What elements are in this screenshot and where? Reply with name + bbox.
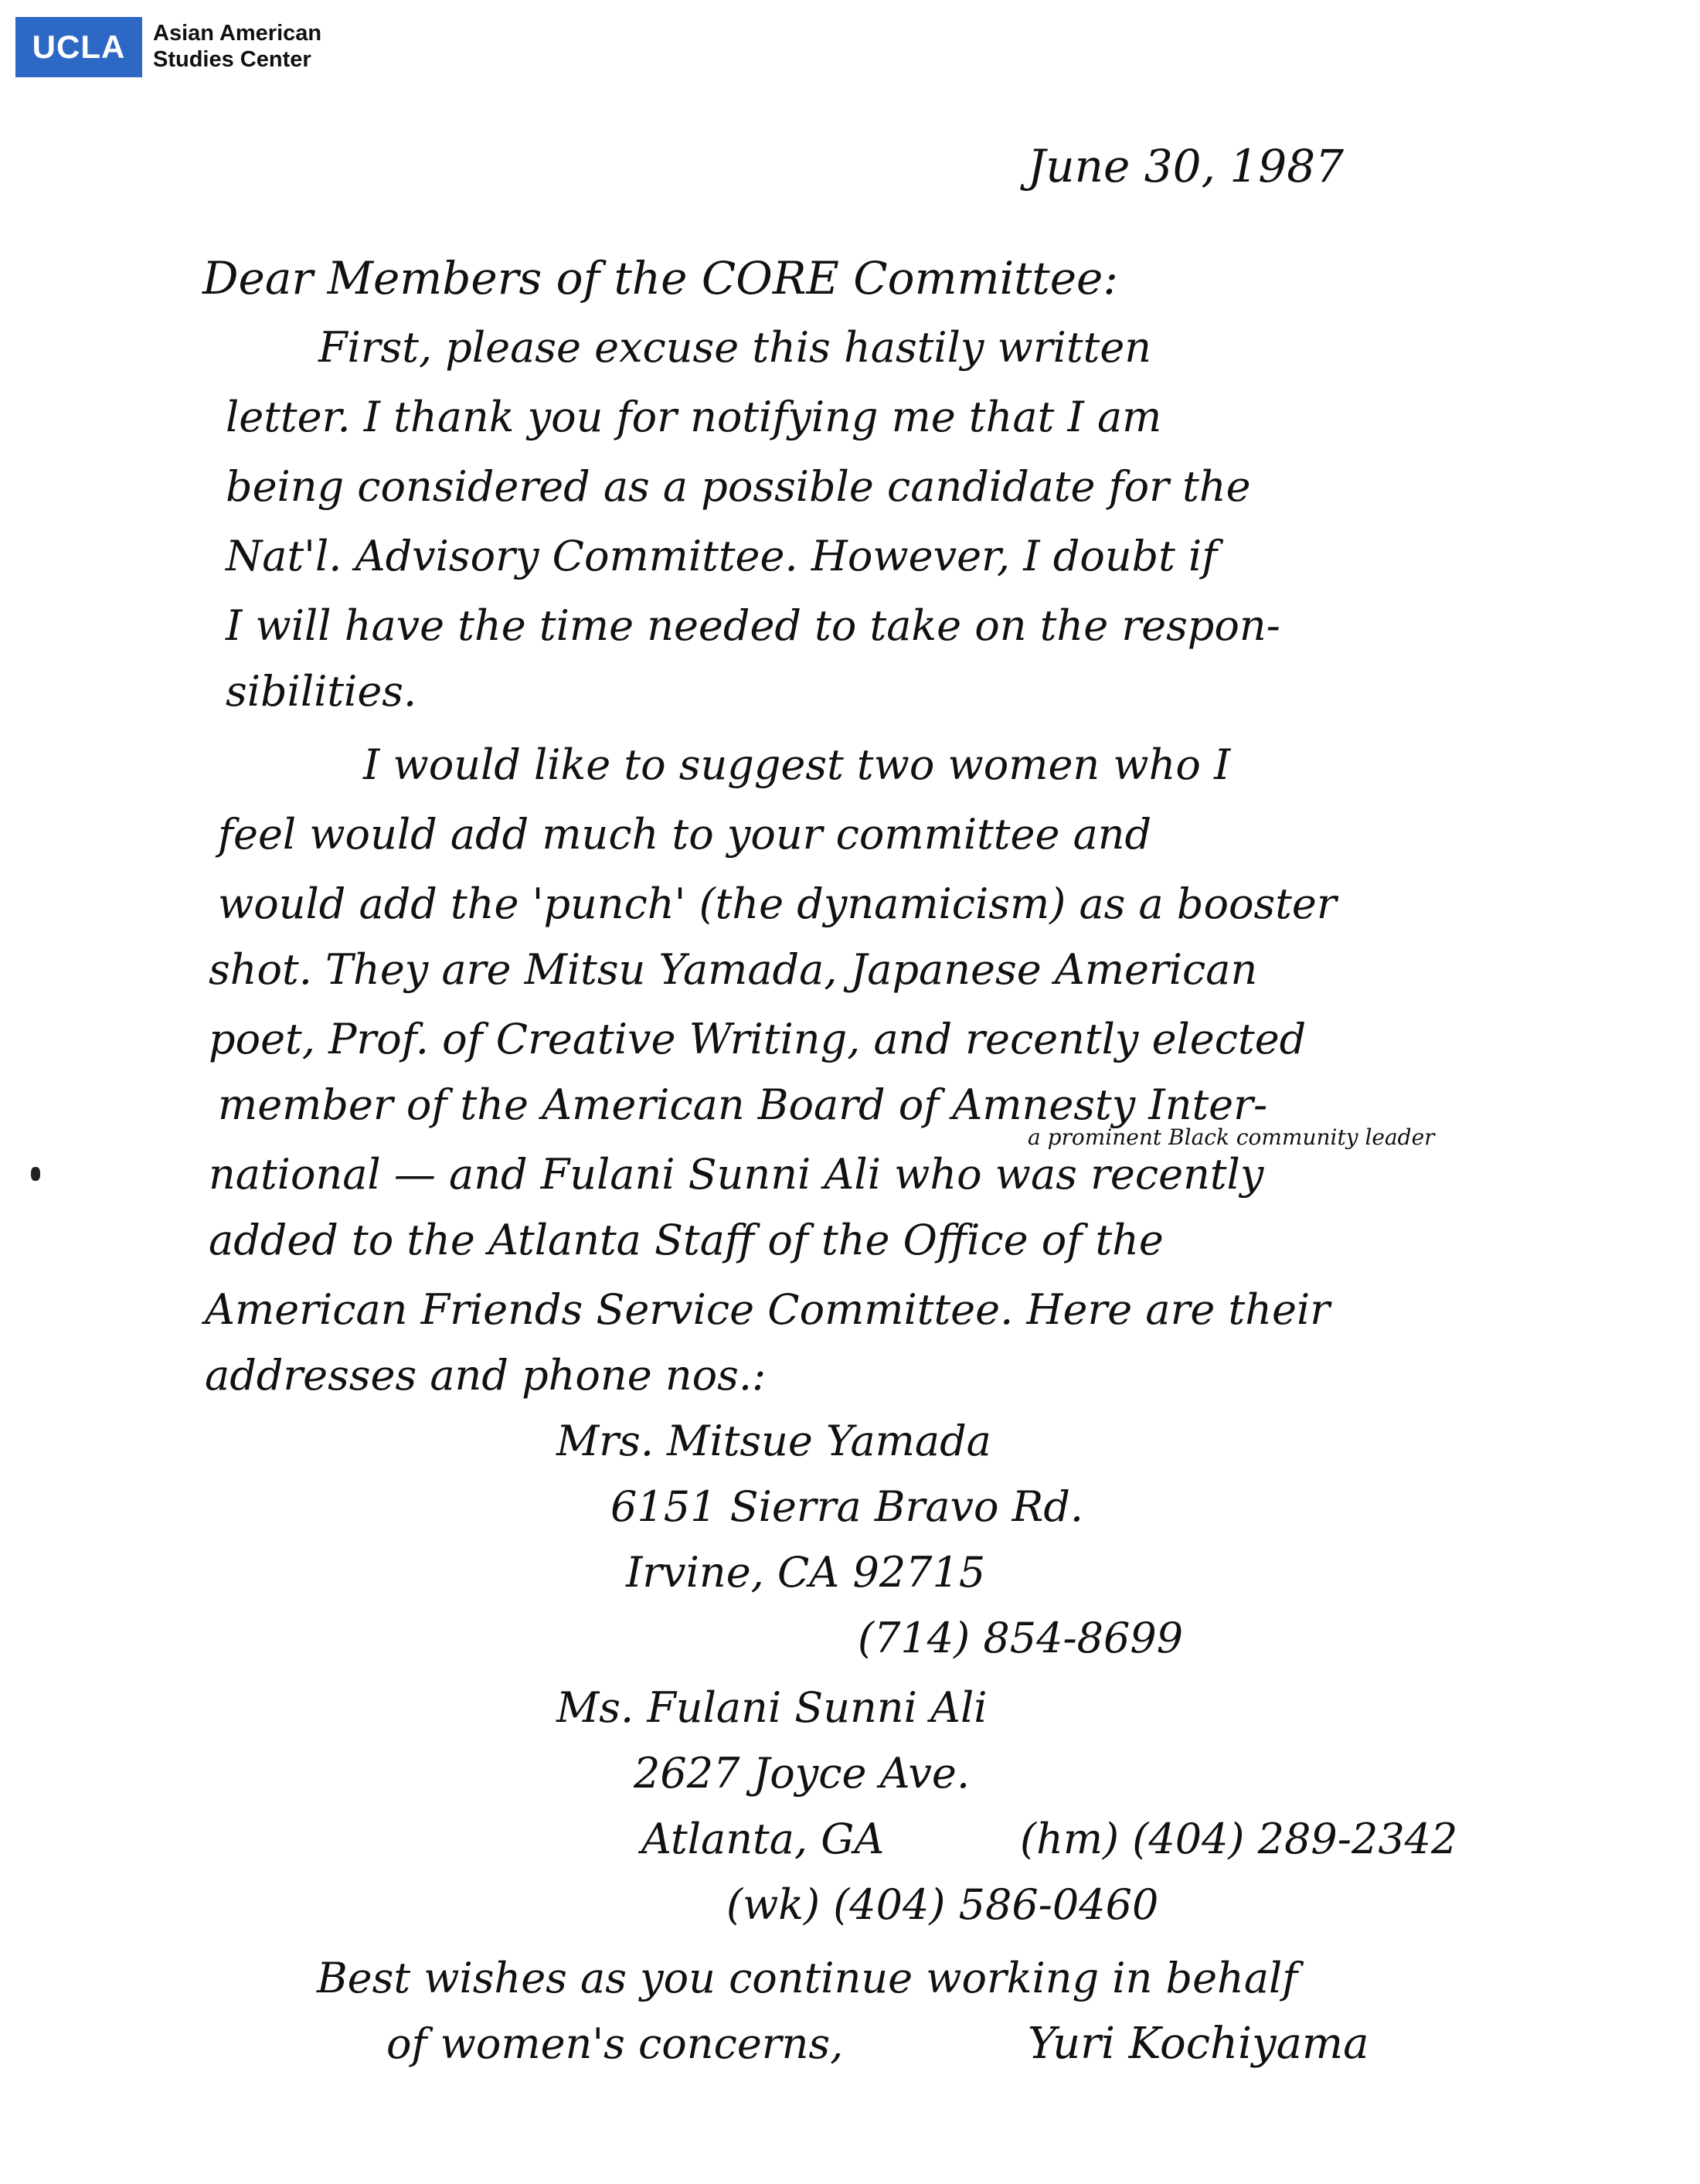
address-line: Atlanta, GA — [641, 1815, 885, 1863]
closing-line: of women's concerns, — [386, 2019, 844, 2068]
letter-line: I will have the time needed to take on the respon- — [226, 601, 1280, 650]
address-line: Mrs. Mitsue Yamada — [556, 1417, 991, 1465]
letter-line: member of the American Board of Amnesty Inter- — [218, 1080, 1268, 1129]
closing-line: Best wishes as you continue working in behalf — [317, 1954, 1298, 2002]
letter-date: June 30, 1987 — [1028, 140, 1345, 192]
address-line: 2627 Joyce Ave. — [634, 1749, 971, 1798]
letter-line: addresses and phone nos.: — [205, 1351, 767, 1400]
letter-line: national — and Fulani Sunni Ali who was recently — [209, 1150, 1264, 1199]
letter-line: Nat'l. Advisory Committee. However, I doubt if — [226, 532, 1218, 580]
address-line: (hm) (404) 289-2342 — [1020, 1815, 1458, 1863]
letter-line: letter. I thank you for notifying me that I am — [226, 393, 1162, 441]
letter-line: would add the 'punch' (the dynamicism) as a booster — [218, 879, 1337, 928]
letter-line: poet, Prof. of Creative Writing, and recently elected — [209, 1015, 1307, 1063]
letter-line: feel would add much to your committee and — [218, 810, 1152, 859]
letter-line: sibilities. — [226, 667, 417, 716]
signature: Yuri Kochiyama — [1028, 2019, 1369, 2069]
address-line: Ms. Fulani Sunni Ali — [556, 1683, 988, 1732]
address-line: (714) 854-8699 — [858, 1614, 1184, 1662]
salutation: Dear Members of the CORE Committee: — [202, 252, 1118, 304]
ink-speck — [31, 1167, 40, 1181]
letter-line: I would like to suggest two women who I — [363, 740, 1231, 789]
letter-line: American Friends Service Committee. Here are their — [205, 1285, 1331, 1334]
center-name-line1: Asian American — [153, 21, 322, 46]
letter-line: added to the Atlanta Staff of the Office of the — [209, 1216, 1164, 1264]
ucla-logo-label: UCLA — [32, 29, 126, 65]
letter-line: First, please excuse this hastily written — [318, 323, 1152, 372]
center-name-line2: Studies Center — [153, 47, 311, 72]
letter-line: being considered as a possible candidate for the — [226, 462, 1251, 511]
insertion-note: a prominent Black community leader — [1028, 1124, 1435, 1150]
address-line: 6151 Sierra Bravo Rd. — [610, 1482, 1084, 1531]
letter-line: shot. They are Mitsu Yamada, Japanese American — [209, 945, 1258, 994]
address-line: (wk) (404) 586-0460 — [726, 1880, 1159, 1929]
address-line: Irvine, CA 92715 — [626, 1548, 986, 1597]
